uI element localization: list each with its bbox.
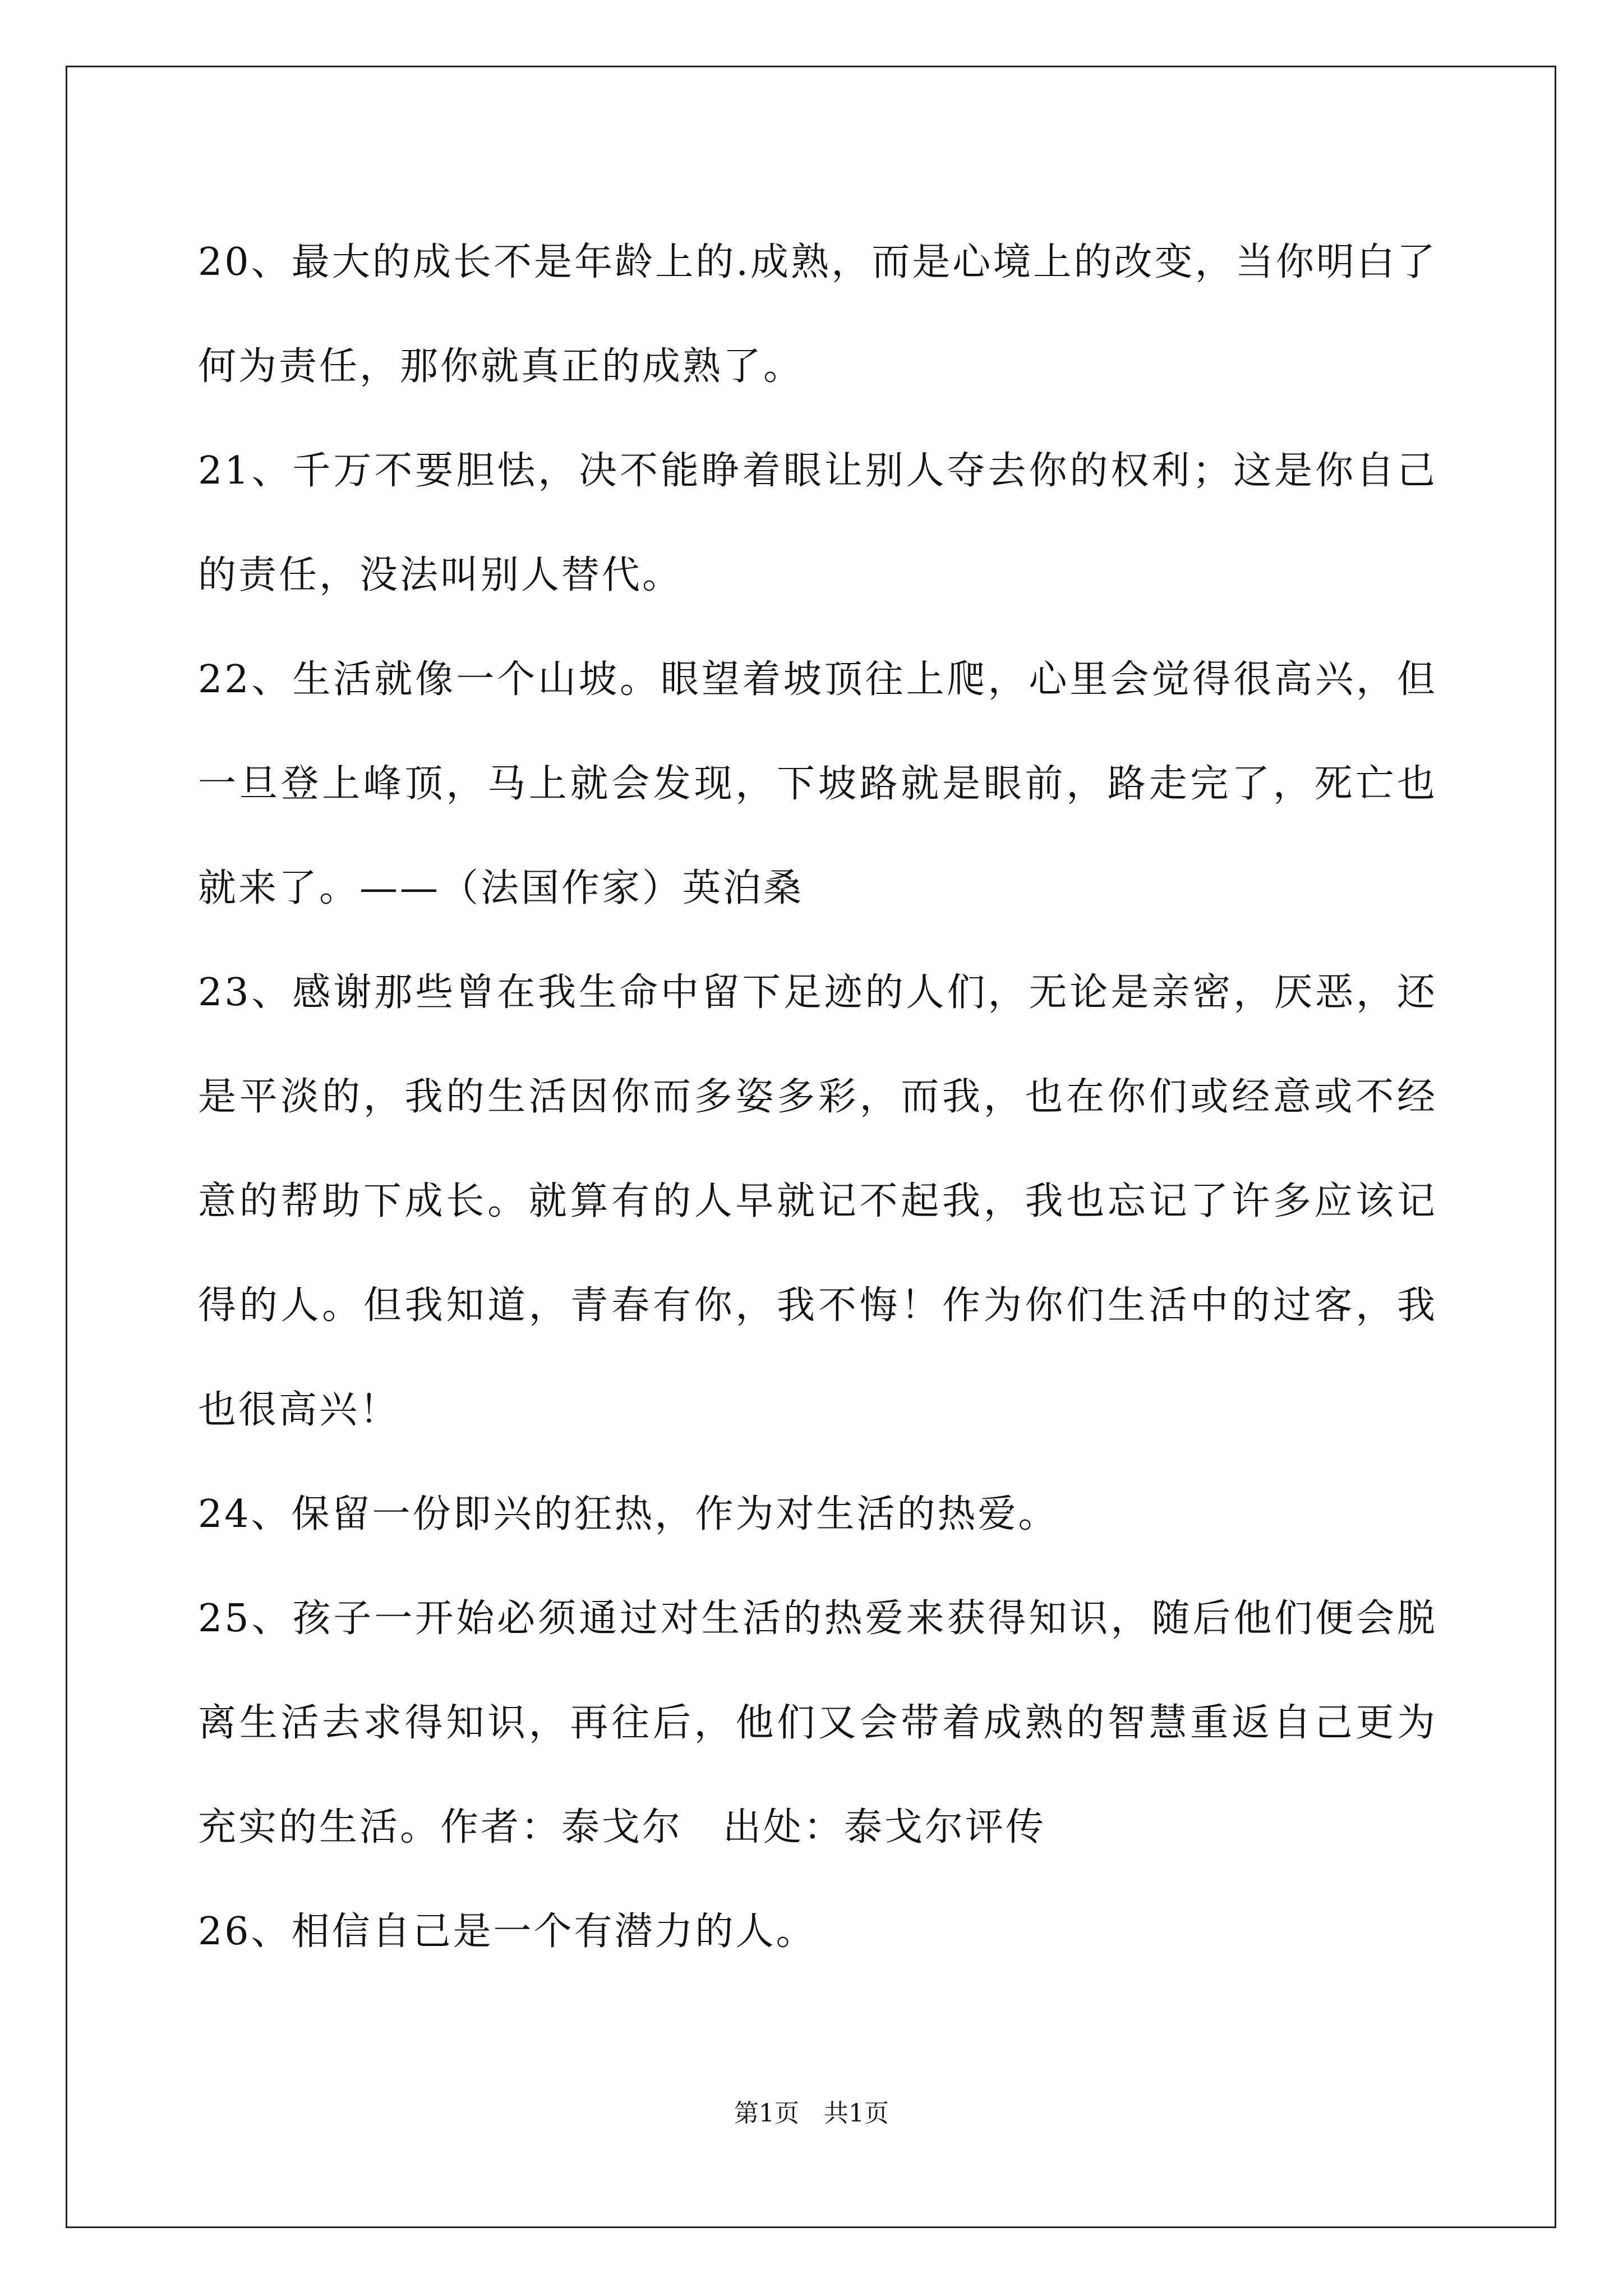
quote-20: 20、最大的成长不是年龄上的.成熟，而是心境上的改变，当你明白了何为责任，那你就真正的成熟了。 [198, 240, 1437, 389]
quote-26: 26、相信自己是一个有潜力的人。 [198, 1910, 817, 1954]
quote-22: 22、生活就像一个山坡。眼望着坡顶往上爬，心里会觉得很高兴，但一旦登上峰顶，马上就会发现，下坡路就是眼前，路走完了，死亡也就来了。——（法国作家）英泊桑 [198, 657, 1437, 910]
quote-23: 23、感谢那些曾在我生命中留下足迹的人们，无论是亲密，厌恶，还是平淡的，我的生活因你而多姿多彩，而我，也在你们或经意或不经意的帮助下成长。就算有的人早就记不起我，我也忘记了许多应该记得的人。但我知道，青春有你，我不悔！作为你们生活中的过客，我也很高兴！ [198, 970, 1437, 1432]
quote-21: 21、千万不要胆怯，决不能睁着眼让别人夺去你的权利；这是你自己的责任，没法叫别人替代。 [198, 449, 1437, 597]
quote-24: 24、保留一份即兴的狂热，作为对生活的热爱。 [198, 1492, 1059, 1536]
quote-25: 25、孩子一开始必须通过对生活的热爱来获得知识，随后他们便会脱离生活去求得知识，再往后，他们又会带着成熟的智慧重返自己更为充实的生活。作者：泰戈尔 出处：泰戈尔评传 [198, 1596, 1437, 1849]
page-number-footer: 第1页 共1页 [734, 2099, 889, 2128]
document-body [198, 210, 1437, 1984]
